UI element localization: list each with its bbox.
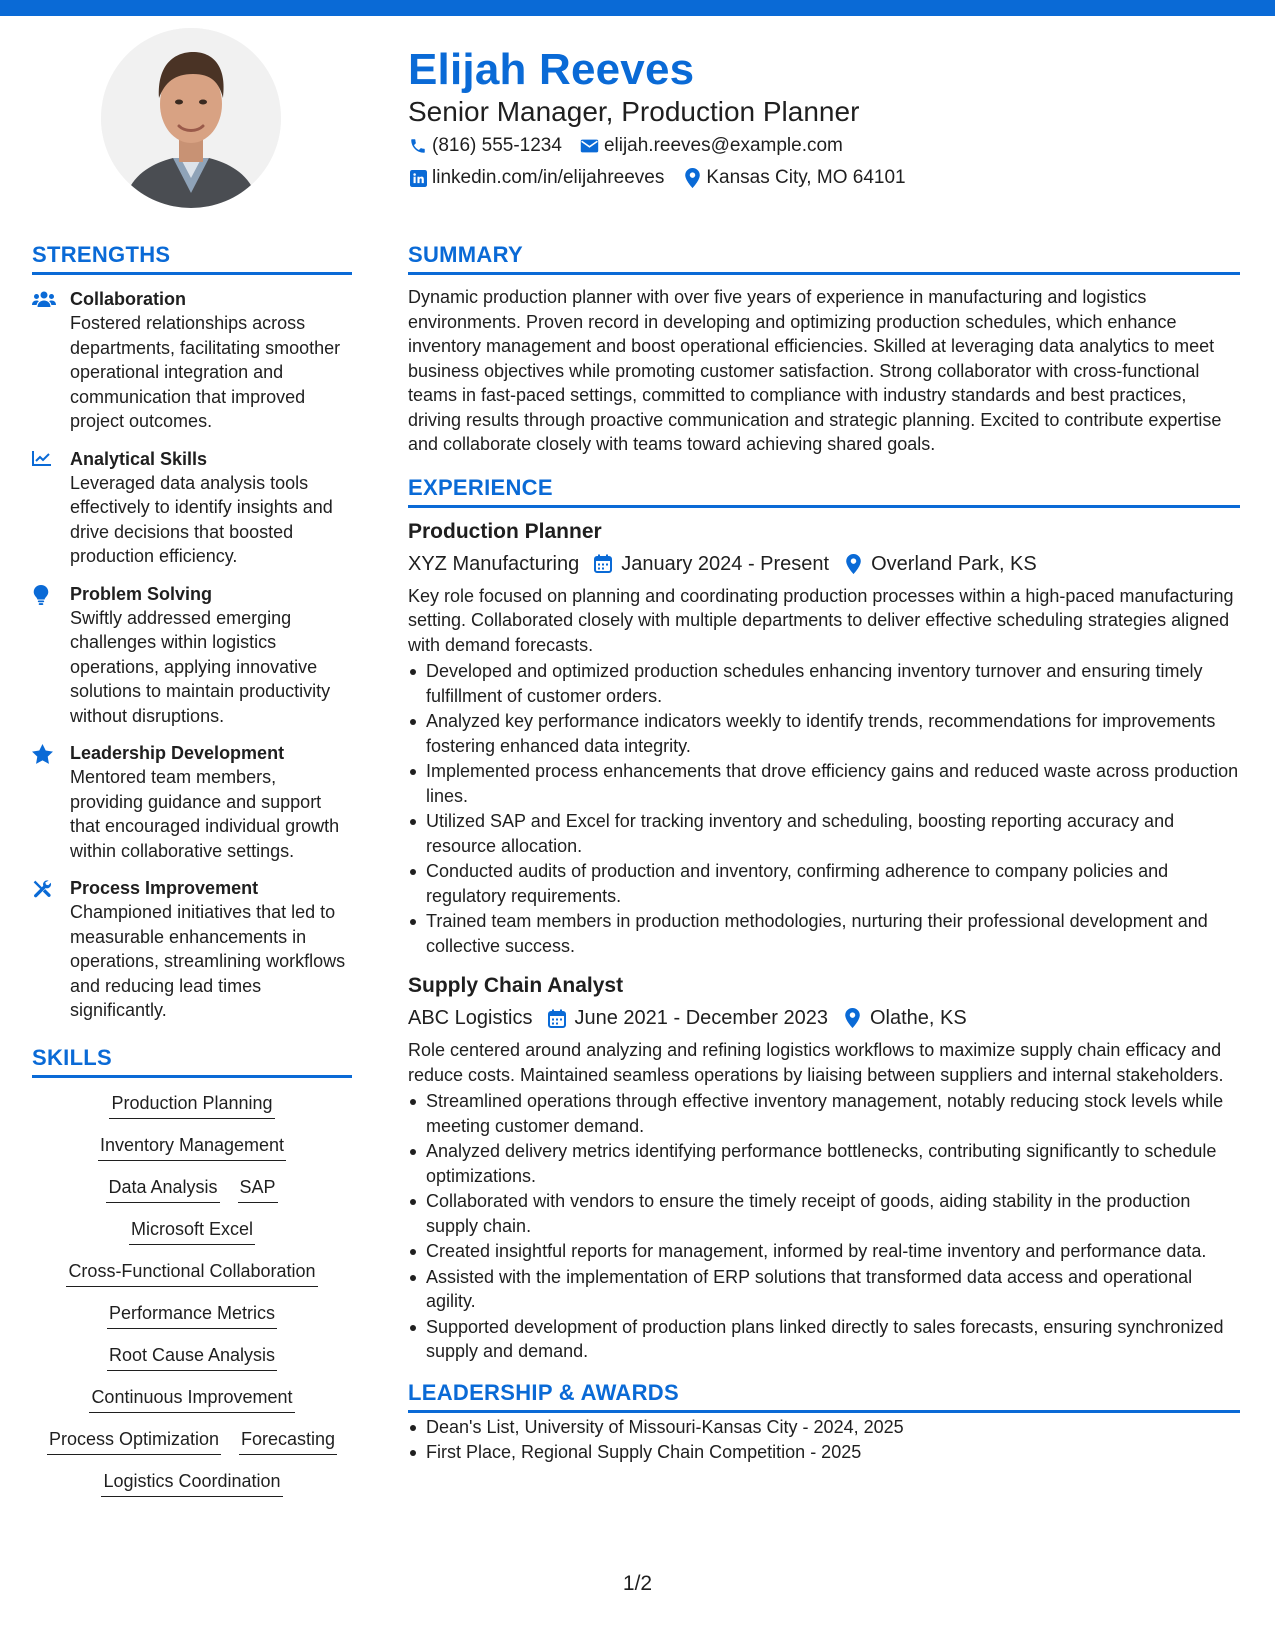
list-item: Assisted with the implementation of ERP solutions that transformed data access and operational agility. [408, 1265, 1240, 1314]
email-text: elijah.reeves@example.com [603, 135, 843, 156]
contact-email[interactable] [580, 134, 843, 158]
strength-title: Collaboration [70, 289, 186, 309]
avatar [101, 28, 281, 208]
experience-heading: EXPERIENCE [408, 473, 1240, 508]
list-item: Collaborated with vendors to ensure the timely receipt of goods, aiding stability in the production supply chain. [408, 1189, 1240, 1238]
job-description: Role centered around analyzing and refining logistics workflows to maximize supply chain efficacy and reduce costs. Maintained seamless operations by liaising between suppliers and internal stakeholders. [408, 1040, 1224, 1085]
job-meta [408, 1004, 1240, 1032]
strength-title: Process Improvement [70, 878, 259, 898]
job-bullets [408, 1089, 1240, 1364]
skill-tag: Cross-Functional Collaboration [66, 1258, 317, 1287]
job-location: Overland Park, KS [871, 552, 1037, 575]
skill-tag: Logistics Coordination [101, 1468, 282, 1497]
map-pin-icon [843, 554, 863, 574]
map-pin-icon [842, 1008, 862, 1028]
tools-icon [32, 876, 70, 1023]
strength-desc: Championed initiatives that led to measurable enhancements in operations, streamlining workflows and reducing lead times significantly. [70, 902, 346, 1020]
list-item: Implemented process enhancements that drove efficiency gains and reduced waste across production lines. [408, 759, 1240, 808]
skill-tag: Root Cause Analysis [107, 1342, 277, 1371]
job-dates: January 2024 - Present [621, 552, 830, 575]
strength-title: Leadership Development [70, 743, 285, 763]
location-text: Kansas City, MO 64101 [706, 167, 906, 188]
list-item: Trained team members in production methodologies, nurturing their professional development and collective success. [408, 909, 1240, 958]
list-item: Developed and optimized production schedules enhancing inventory turnover and ensuring timely fulfillment of customer orders. [408, 659, 1240, 708]
skill-tag: Data Analysis [106, 1174, 219, 1203]
strength-desc: Mentored team members, providing guidance and support that encouraged individual growth within collaborative settings. [70, 767, 340, 861]
map-pin-icon [682, 168, 702, 188]
job-dates: June 2021 - December 2023 [574, 1007, 828, 1029]
list-item: Analyzed delivery metrics identifying performance bottlenecks, contributing significantly to schedule optimizations. [408, 1139, 1240, 1188]
strengths-list [32, 287, 352, 1023]
list-item: Dean's List, University of Missouri-Kansas City - 2024, 2025 [408, 1415, 1240, 1440]
list-item: First Place, Regional Supply Chain Competition - 2025 [408, 1440, 1240, 1465]
job-role: Supply Chain Analyst [408, 974, 624, 997]
envelope-icon [580, 136, 600, 156]
list-item: Supported development of production plans linked directly to sales forecasts, ensuring synchronized supply and demand. [408, 1315, 1240, 1364]
strength-title: Analytical Skills [70, 448, 208, 469]
job-location: Olathe, KS [870, 1007, 967, 1029]
awards-list [408, 1415, 1240, 1465]
contact-location [682, 166, 905, 190]
skills-heading: SKILLS [32, 1043, 352, 1078]
awards-heading: LEADERSHIP & AWARDS [408, 1378, 1240, 1413]
linkedin-icon [408, 168, 428, 188]
users-icon [32, 287, 70, 434]
phone-text: (816) 555-1234 [432, 135, 562, 156]
strength-item [32, 287, 352, 434]
job-entry [408, 518, 1240, 959]
contact-linkedin[interactable] [408, 166, 664, 190]
job-company: XYZ Manufacturing [408, 552, 580, 575]
contact-phone[interactable] [408, 134, 562, 158]
strength-title: Problem Solving [70, 583, 213, 604]
candidate-name: Elijah Reeves [408, 45, 695, 94]
strength-desc: Fostered relationships across departments, facilitating smoother operational integration and communication that improved project outcomes. [70, 313, 341, 431]
contact-row-1 [408, 134, 861, 158]
skill-tag: SAP [238, 1174, 278, 1203]
sidebar [32, 240, 352, 1497]
linkedin-text: linkedin.com/in/elijahreeves [432, 167, 665, 188]
skill-tag: Production Planning [109, 1090, 274, 1119]
star-icon [32, 741, 70, 863]
job-description: Key role focused on planning and coordinating production processes within a high-paced manufacturing setting. Collaborated closely with multiple departments to deliver effective scheduling strategies aligned with demand forecasts. [408, 585, 1234, 655]
job-bullets [408, 659, 1240, 958]
summary-heading: SUMMARY [408, 240, 1240, 275]
skills-list [32, 1090, 352, 1497]
contact-row-2 [408, 166, 924, 190]
skill-tag: Microsoft Excel [129, 1216, 255, 1245]
list-item: Streamlined operations through effective inventory management, notably reducing stock levels while meeting customer demand. [408, 1089, 1240, 1138]
lightbulb-icon [32, 582, 70, 729]
job-meta [408, 550, 1240, 578]
skill-tag: Inventory Management [98, 1132, 286, 1161]
chart-line-icon [32, 447, 70, 569]
list-item: Utilized SAP and Excel for tracking inventory and scheduling, boosting reporting accuracy and resource allocation. [408, 809, 1240, 858]
skill-tag: Process Optimization [47, 1426, 221, 1455]
portrait-illustration [101, 28, 281, 208]
strength-desc: Swiftly addressed emerging challenges within logistics operations, applying innovative solutions to maintain productivity without disruptions. [70, 607, 331, 726]
strength-item [32, 741, 352, 863]
list-item: Analyzed key performance indicators weekly to identify trends, recommendations for improvements fostering enhanced data integrity. [408, 709, 1240, 758]
skill-tag: Continuous Improvement [89, 1384, 294, 1413]
main-column [408, 240, 1240, 1466]
candidate-title: Senior Manager, Production Planner [408, 96, 860, 127]
job-entry [408, 972, 1240, 1364]
page-number: 1/2 [622, 1572, 653, 1595]
phone-icon [408, 136, 428, 156]
strength-item [32, 582, 352, 729]
top-accent-bar [0, 0, 1275, 16]
strength-item [32, 447, 352, 569]
summary-text: Dynamic production planner with over five years of experience in manufacturing and logistics environments. Proven record in developing and optimizing production schedules, which enhance inventory management and boost operational efficiencies. Skilled at leveraging data analytics to meet business objectives while promoting customer satisfaction. Strong collaborator with cross-functional teams in fast-paced settings, committed to compliance with industry standards and best practices, driving results through proactive communication and strategic planning. Excited to contribute expertise and collaborate closely with teams toward achieving shared goals. [408, 287, 1222, 454]
strength-desc: Leveraged data analysis tools effectively to identify insights and drive decisions that boosted production efficiency. [70, 472, 333, 566]
job-role: Production Planner [408, 519, 602, 543]
list-item: Created insightful reports for management, informed by real-time inventory and performance data. [408, 1239, 1240, 1264]
list-item: Conducted audits of production and inventory, confirming adherence to company policies and regulatory requirements. [408, 859, 1240, 908]
strengths-heading: STRENGTHS [32, 240, 352, 275]
strength-item [32, 876, 352, 1023]
skill-tag: Performance Metrics [107, 1300, 277, 1329]
skill-tag: Forecasting [239, 1426, 337, 1455]
job-company: ABC Logistics [408, 1007, 533, 1029]
calendar-icon [547, 1008, 567, 1028]
calendar-icon [593, 554, 613, 574]
